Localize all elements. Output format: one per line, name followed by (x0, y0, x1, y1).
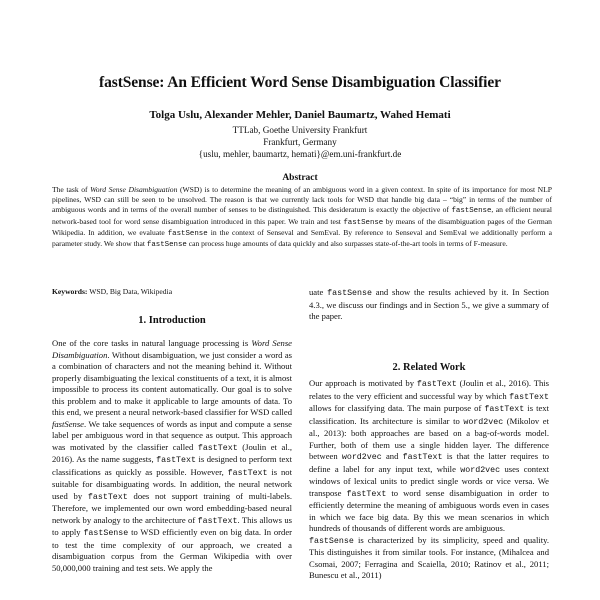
related-work-body (309, 378, 549, 582)
keywords-label: Keywords: (52, 287, 88, 296)
introduction-continuation: uate fastSense and show the results achieved by it. In Section 4.3., we discuss our findings and in Section 5., we give a summary of the paper. (309, 287, 549, 321)
affiliation-lab: TTLab, Goethe University Frankfurt (232, 125, 368, 135)
abstract-body: The task of Word Sense Disambiguation (WSD) is to determine the meaning of an ambiguous word in a given context. In spite of its importance for most NLP pipelines, WSD can still be seen to be unsolved. The reason is that we currently lack tools for WSD that handle big data – “big” in terms of the number of ambiguous words and in terms of the overall number of senses to be distinguished. This desideratum is exactly the objective of fastSense, an efficient neural network-based tool for word sense disambiguation introduced in this paper. We train and test fastSense by means of the disambiguation pages of the German Wikipedia. In addition, we evaluate fastSense in the context of Senseval and SemEval. By reference to Senseval and SemEval we additionally perform a parameter study. We show that fastSense can process huge amounts of data quickly and also surpasses state-of-the-art tools in terms of F-measure. (52, 185, 552, 250)
section-heading-introduction: 1. Introduction (138, 315, 206, 326)
keywords-value: WSD, Big Data, Wikipedia (87, 287, 173, 296)
abstract-term: Word Sense Disambiguation (90, 185, 178, 194)
paper-title: fastSense: An Efficient Word Sense Disambiguation Classifier (99, 74, 501, 91)
section-heading-related-work: 2. Related Work (392, 362, 466, 373)
affiliation-emails: {uslu, mehler, baumartz, hemati}@em.uni-frankfurt.de (198, 149, 402, 159)
abstract-heading: Abstract (282, 173, 318, 183)
author-list: Tolga Uslu, Alexander Mehler, Daniel Baumartz, Wahed Hemati (149, 109, 451, 121)
related-work-paragraph-2: fastSense is characterized by its simplicity, speed and quality. This distinguishes it from similar tools. For instance, (Mihalcea and Csomai, 2007; Ferragina and Scaiella, 2010; Ratinov et al., 2011; Bunescu et al., 2011) (309, 534, 549, 580)
related-work-paragraph-1: Our approach is motivated by fastText (Joulin et al., 2016). This relates to the very efficient and successful way by which fastText allows for classifying data. The main purpose of fastText is text classification. Its architecture is similar to word2vec (Mikolov et al., 2013): both approaches are based on a bag-of-words model. Further, both of them use a single hidden layer. The difference between word2vec and fastText is that the latter requires to define a label for any input text, while word2vec uses context windows of lexical units to predict single words or vice versa. We transpose fastText to word sense disambiguation in order to efficiently determine the meaning of ambiguous words even in cases in which we face big data. By this we mean scenarios in which hundreds of thousands of different words are ambiguous. (309, 378, 549, 533)
affiliation-city: Frankfurt, Germany (263, 137, 337, 147)
introduction-body: One of the core tasks in natural language processing is Word Sense Disambiguation. Without disambiguation, we just consider a word as a combination of characters and not the meaning behind it. Without properly disambiguating the lexical constituents of a text, it is almost impossible to process its content automatically. Our goal is to solve this problem and to make it applicable to large amounts of data. To this end, we present a neural network-based classifier for WSD called fastSense. We take sequences of words as input and compute a sense label per ambiguous word in that sequence as output. This approach was motivated by the classifier called fastText (Joulin et al., 2016). As the name suggests, fastText is designed to perform text classifications as quickly as possible. However, fastText is not suitable for disambiguating words. In addition, the neural network used by fastText does not support training of multi-labels. Therefore, we implemented our own word embedding-based neural network by analogy to the architecture of fastText. This allows us to apply fastSense to WSD efficiently even on big data. In order to test the time complexity of our approach, we created a disambiguation corpus from the German Wikipedia with over 50,000,000 training and test sets. We apply the (52, 338, 293, 573)
